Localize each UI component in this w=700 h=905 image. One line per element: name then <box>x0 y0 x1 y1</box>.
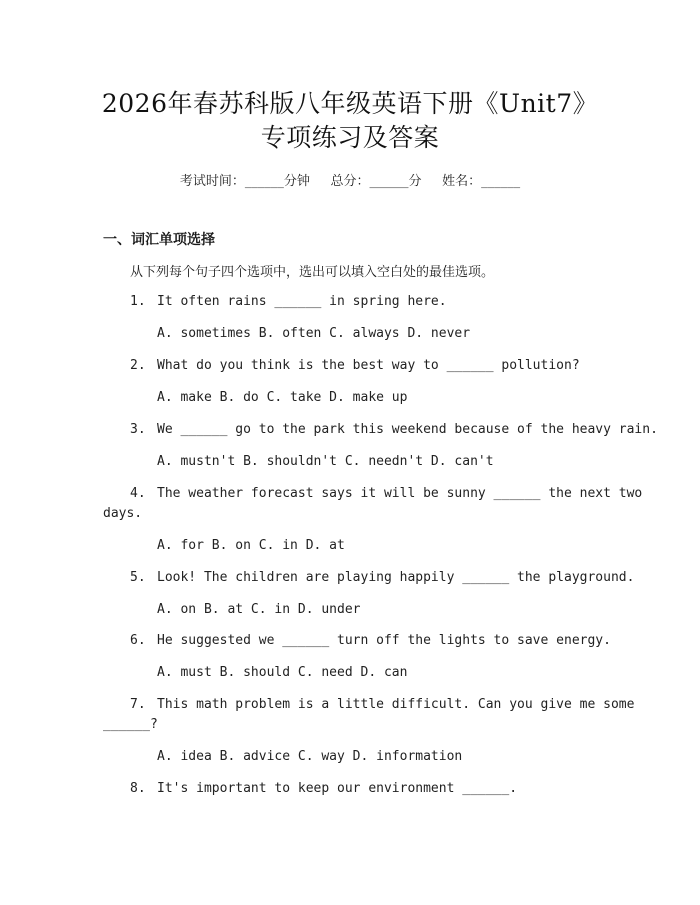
question-text: It's important to keep our environment ______. <box>157 781 518 796</box>
question-number: 8. <box>130 781 146 796</box>
question-text: The weather forecast says it will be sunny ______ the next two <box>157 486 643 501</box>
question-2 <box>130 358 580 373</box>
question-text: He suggested we ______ turn off the lights to save energy. <box>157 633 611 648</box>
document-title-line2: 专项练习及答案 <box>260 123 440 152</box>
section-heading: 一、词汇单项选择 <box>103 232 215 248</box>
document-title-line1: 2026年春苏科版八年级英语下册《Unit7》 <box>101 89 599 118</box>
question-7 <box>130 697 634 712</box>
question-number: 7. <box>130 697 146 712</box>
question-7-options: A. idea B. advice C. way D. information <box>157 749 463 764</box>
question-3-options: A. mustn't B. shouldn't C. needn't D. can't <box>157 454 494 469</box>
question-number: 3. <box>130 422 146 437</box>
question-number: 1. <box>130 294 146 309</box>
question-number: 5. <box>130 570 146 585</box>
question-4-continuation: days. <box>103 506 143 521</box>
question-8 <box>130 781 517 796</box>
question-6-options: A. must B. should C. need D. can <box>157 665 408 680</box>
question-3 <box>130 422 658 437</box>
question-5 <box>130 570 634 585</box>
exam-meta-info: 考试时间：______分钟 总分：______分 姓名：______ <box>179 174 521 189</box>
question-5-options: A. on B. at C. in D. under <box>157 602 361 617</box>
question-1-options: A. sometimes B. often C. always D. never <box>157 326 471 341</box>
question-4-options: A. for B. on C. in D. at <box>157 538 345 553</box>
question-text: Look! The children are playing happily ______ the playground. <box>157 570 635 585</box>
question-6 <box>130 633 611 648</box>
question-text: This math problem is a little difficult. Can you give me some <box>157 697 635 712</box>
question-2-options: A. make B. do C. take D. make up <box>157 390 408 405</box>
question-text: We ______ go to the park this weekend because of the heavy rain. <box>157 422 658 437</box>
question-number: 2. <box>130 358 146 373</box>
question-4 <box>130 486 642 501</box>
question-number: 6. <box>130 633 146 648</box>
question-7-continuation: ______? <box>103 717 158 732</box>
question-1 <box>130 294 447 309</box>
question-text: What do you think is the best way to ______ pollution? <box>157 358 580 373</box>
question-text: It often rains ______ in spring here. <box>157 294 447 309</box>
section-instruction: 从下列每个句子四个选项中，选出可以填入空白处的最佳选项。 <box>130 265 495 280</box>
question-number: 4. <box>130 486 146 501</box>
